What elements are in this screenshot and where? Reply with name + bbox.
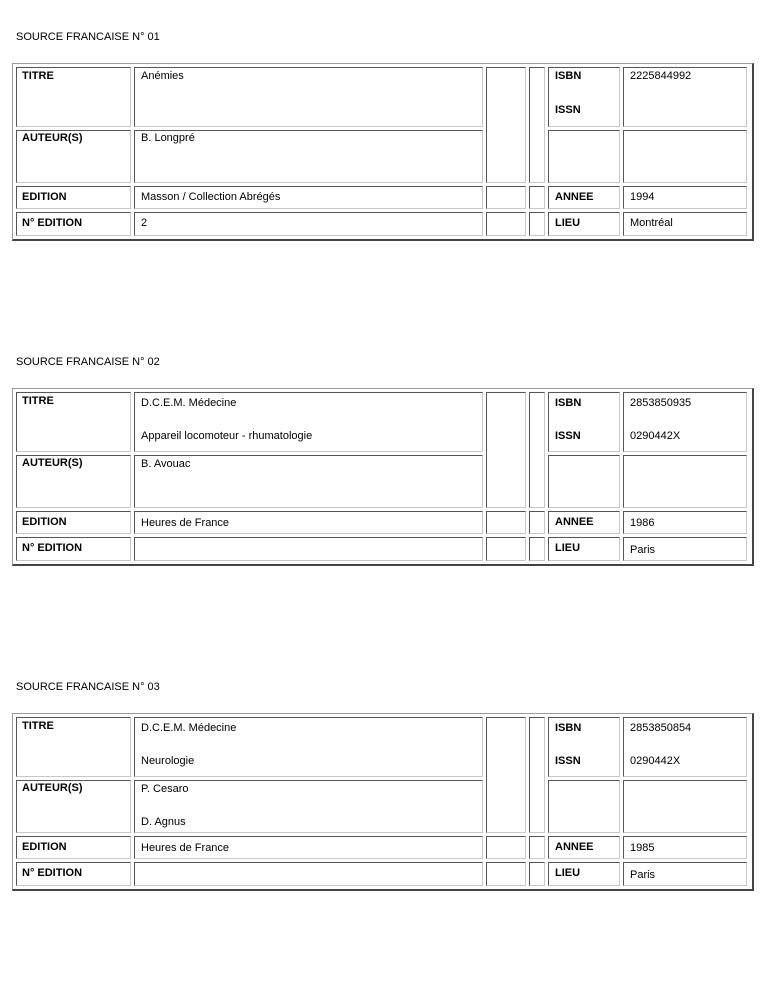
lieu-label: LIEU bbox=[555, 217, 581, 229]
issn-label: ISSN bbox=[555, 430, 581, 442]
isbn-label: ISBN bbox=[555, 70, 582, 82]
auteur-1: B. Avouac bbox=[141, 458, 191, 470]
annee-value: 1986 bbox=[630, 517, 655, 529]
edition-label: EDITION bbox=[22, 516, 67, 528]
spacer-cell bbox=[486, 511, 526, 534]
spacer-cell bbox=[486, 212, 526, 236]
source-heading: SOURCE FRANCAISE N° 02 bbox=[16, 356, 160, 368]
n-edition-label: N° EDITION bbox=[22, 867, 83, 879]
spacer-cell bbox=[529, 511, 545, 534]
spacer-cell bbox=[529, 67, 545, 183]
source-record-table bbox=[12, 388, 754, 566]
source-record-table bbox=[12, 63, 754, 241]
auteurs-label: AUTEUR(S) bbox=[22, 132, 83, 144]
isbn-label: ISBN bbox=[555, 722, 582, 734]
source-record-table bbox=[12, 713, 754, 891]
titre-label: TITRE bbox=[22, 720, 54, 732]
titre-label: TITRE bbox=[22, 395, 54, 407]
empty-value-cell bbox=[623, 780, 747, 833]
titre-label: TITRE bbox=[22, 70, 54, 82]
auteur-1: B. Longpré bbox=[141, 132, 195, 144]
empty-value-cell bbox=[623, 130, 747, 183]
spacer-cell bbox=[529, 392, 545, 508]
spacer-cell bbox=[486, 186, 526, 209]
isbn-value: 2853850935 bbox=[630, 397, 692, 409]
spacer-cell bbox=[486, 67, 526, 183]
auteurs-label: AUTEUR(S) bbox=[22, 457, 83, 469]
auteur-2: D. Agnus bbox=[141, 816, 186, 828]
titre-line-1: Anémies bbox=[141, 70, 184, 82]
spacer-cell bbox=[529, 836, 545, 859]
spacer-cell bbox=[486, 717, 526, 833]
issn-label: ISSN bbox=[555, 755, 581, 767]
issn-value: 0290442X bbox=[630, 755, 681, 767]
spacer-cell bbox=[486, 862, 526, 886]
n-edition-value-cell bbox=[134, 537, 483, 561]
spacer-cell bbox=[529, 537, 545, 561]
n-edition-value-cell bbox=[134, 212, 483, 236]
source-heading: SOURCE FRANCAISE N° 03 bbox=[16, 681, 160, 693]
empty-label-cell bbox=[548, 780, 620, 833]
spacer-cell bbox=[529, 717, 545, 833]
titre-line-2: Appareil locomoteur - rhumatologie bbox=[141, 430, 313, 442]
isbn-value: 2225844992 bbox=[630, 70, 692, 82]
spacer-cell bbox=[529, 212, 545, 236]
spacer-cell bbox=[486, 537, 526, 561]
n-edition-label: N° EDITION bbox=[22, 542, 83, 554]
edition-value: Heures de France bbox=[141, 842, 230, 854]
lieu-value: Paris bbox=[630, 869, 656, 881]
lieu-label: LIEU bbox=[555, 542, 581, 554]
edition-label: EDITION bbox=[22, 191, 67, 203]
annee-label: ANNEE bbox=[555, 191, 594, 203]
spacer-cell bbox=[529, 862, 545, 886]
empty-label-cell bbox=[548, 455, 620, 508]
lieu-value: Paris bbox=[630, 544, 656, 556]
edition-value: Masson / Collection Abrégés bbox=[141, 191, 281, 203]
lieu-label: LIEU bbox=[555, 867, 581, 879]
auteurs-label: AUTEUR(S) bbox=[22, 782, 83, 794]
isbn-label: ISBN bbox=[555, 397, 582, 409]
titre-line-1: D.C.E.M. Médecine bbox=[141, 722, 237, 734]
n-edition-value: 2 bbox=[141, 217, 148, 229]
spacer-cell bbox=[486, 836, 526, 859]
spacer-cell bbox=[486, 392, 526, 508]
edition-label: EDITION bbox=[22, 841, 67, 853]
titre-line-1: D.C.E.M. Médecine bbox=[141, 397, 237, 409]
issn-value: 0290442X bbox=[630, 430, 681, 442]
empty-value-cell bbox=[623, 455, 747, 508]
n-edition-label: N° EDITION bbox=[22, 217, 83, 229]
n-edition-value-cell bbox=[134, 862, 483, 886]
isbn-value: 2853850854 bbox=[630, 722, 692, 734]
titre-line-2: Neurologie bbox=[141, 755, 195, 767]
empty-label-cell bbox=[548, 130, 620, 183]
annee-label: ANNEE bbox=[555, 516, 594, 528]
lieu-value: Montréal bbox=[630, 217, 673, 229]
auteur-1: P. Cesaro bbox=[141, 783, 189, 795]
annee-value: 1985 bbox=[630, 842, 655, 854]
source-heading: SOURCE FRANCAISE N° 01 bbox=[16, 31, 160, 43]
spacer-cell bbox=[529, 186, 545, 209]
issn-label: ISSN bbox=[555, 104, 581, 116]
titre-value-cell bbox=[134, 67, 483, 127]
edition-value: Heures de France bbox=[141, 517, 230, 529]
annee-value: 1994 bbox=[630, 191, 655, 203]
annee-label: ANNEE bbox=[555, 841, 594, 853]
